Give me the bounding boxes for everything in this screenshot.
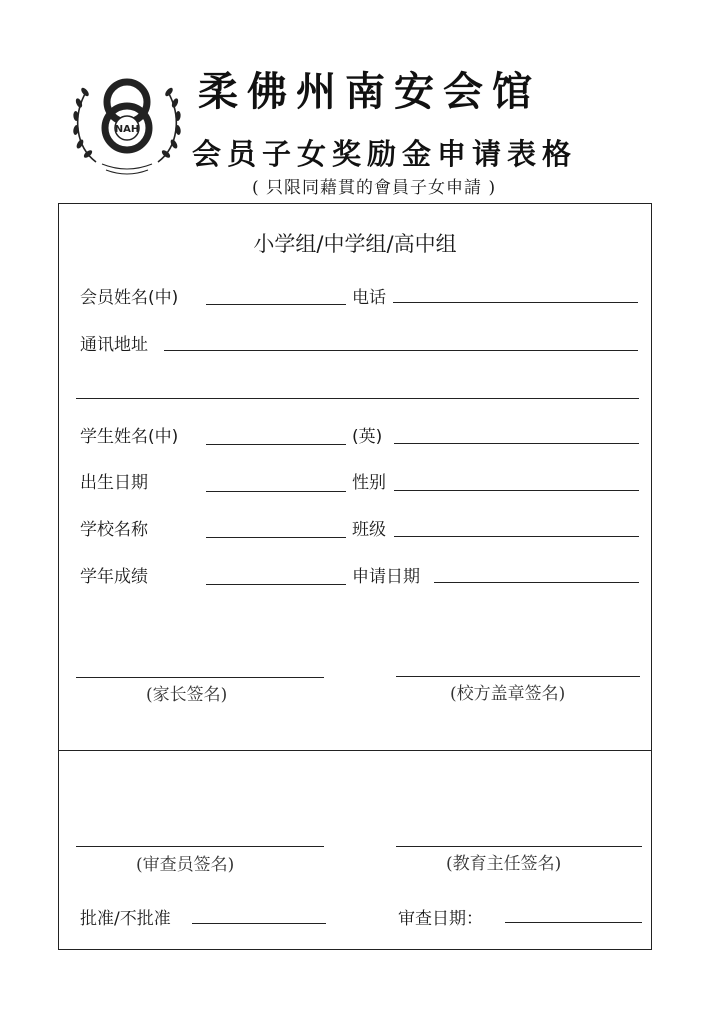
student-name-en-label: (英)	[352, 427, 383, 447]
parent-signature-line[interactable]	[76, 677, 324, 678]
application-date-label: 申请日期	[352, 567, 420, 587]
class-label: 班级	[352, 520, 386, 540]
student-name-en-field[interactable]	[394, 443, 639, 444]
school-signature-line[interactable]	[396, 676, 640, 677]
gender-label: 性别	[352, 473, 386, 493]
school-name-label: 学校名称	[80, 520, 148, 540]
reviewer-signature-line[interactable]	[76, 846, 324, 847]
phone-field[interactable]	[393, 302, 638, 303]
member-name-field[interactable]	[206, 304, 346, 305]
phone-label: 电话	[352, 288, 386, 308]
gender-field[interactable]	[394, 490, 639, 491]
review-date-field[interactable]	[505, 922, 642, 923]
class-field[interactable]	[394, 536, 639, 537]
birth-date-field[interactable]	[206, 491, 346, 492]
section-divider	[58, 750, 652, 751]
student-name-cn-label: 学生姓名(中)	[80, 427, 179, 447]
logo-monogram: NAH	[114, 124, 140, 135]
eligibility-note: ( 只限同藉貫的會員子女申請 )	[252, 178, 497, 198]
org-name: 柔佛州南安会馆	[198, 68, 541, 115]
approval-label: 批准/不批准	[80, 909, 171, 929]
student-name-cn-field[interactable]	[206, 444, 346, 445]
education-head-signature-label: (教育主任签名)	[446, 854, 562, 874]
school-name-field[interactable]	[206, 537, 346, 538]
academic-results-label: 学年成绩	[80, 567, 148, 587]
association-logo	[66, 62, 188, 184]
address-field[interactable]	[164, 350, 638, 351]
association-emblem-icon	[66, 62, 188, 184]
academic-results-field[interactable]	[206, 584, 346, 585]
address-field-line2[interactable]	[76, 398, 639, 399]
form-title: 会员子女奖励金申请表格	[192, 137, 578, 171]
address-label: 通讯地址	[80, 335, 148, 355]
reviewer-signature-label: (审查员签名)	[136, 855, 235, 875]
application-date-field[interactable]	[434, 582, 639, 583]
parent-signature-label: (家长签名)	[146, 685, 228, 705]
school-signature-label: (校方盖章签名)	[450, 684, 566, 704]
group-title: 小学组/中学组/高中组	[253, 232, 457, 256]
member-name-label: 会员姓名(中)	[80, 288, 179, 308]
approval-field[interactable]	[192, 923, 326, 924]
review-date-label: 审查日期：	[398, 909, 483, 929]
birth-date-label: 出生日期	[80, 473, 148, 493]
education-head-signature-line[interactable]	[396, 846, 642, 847]
